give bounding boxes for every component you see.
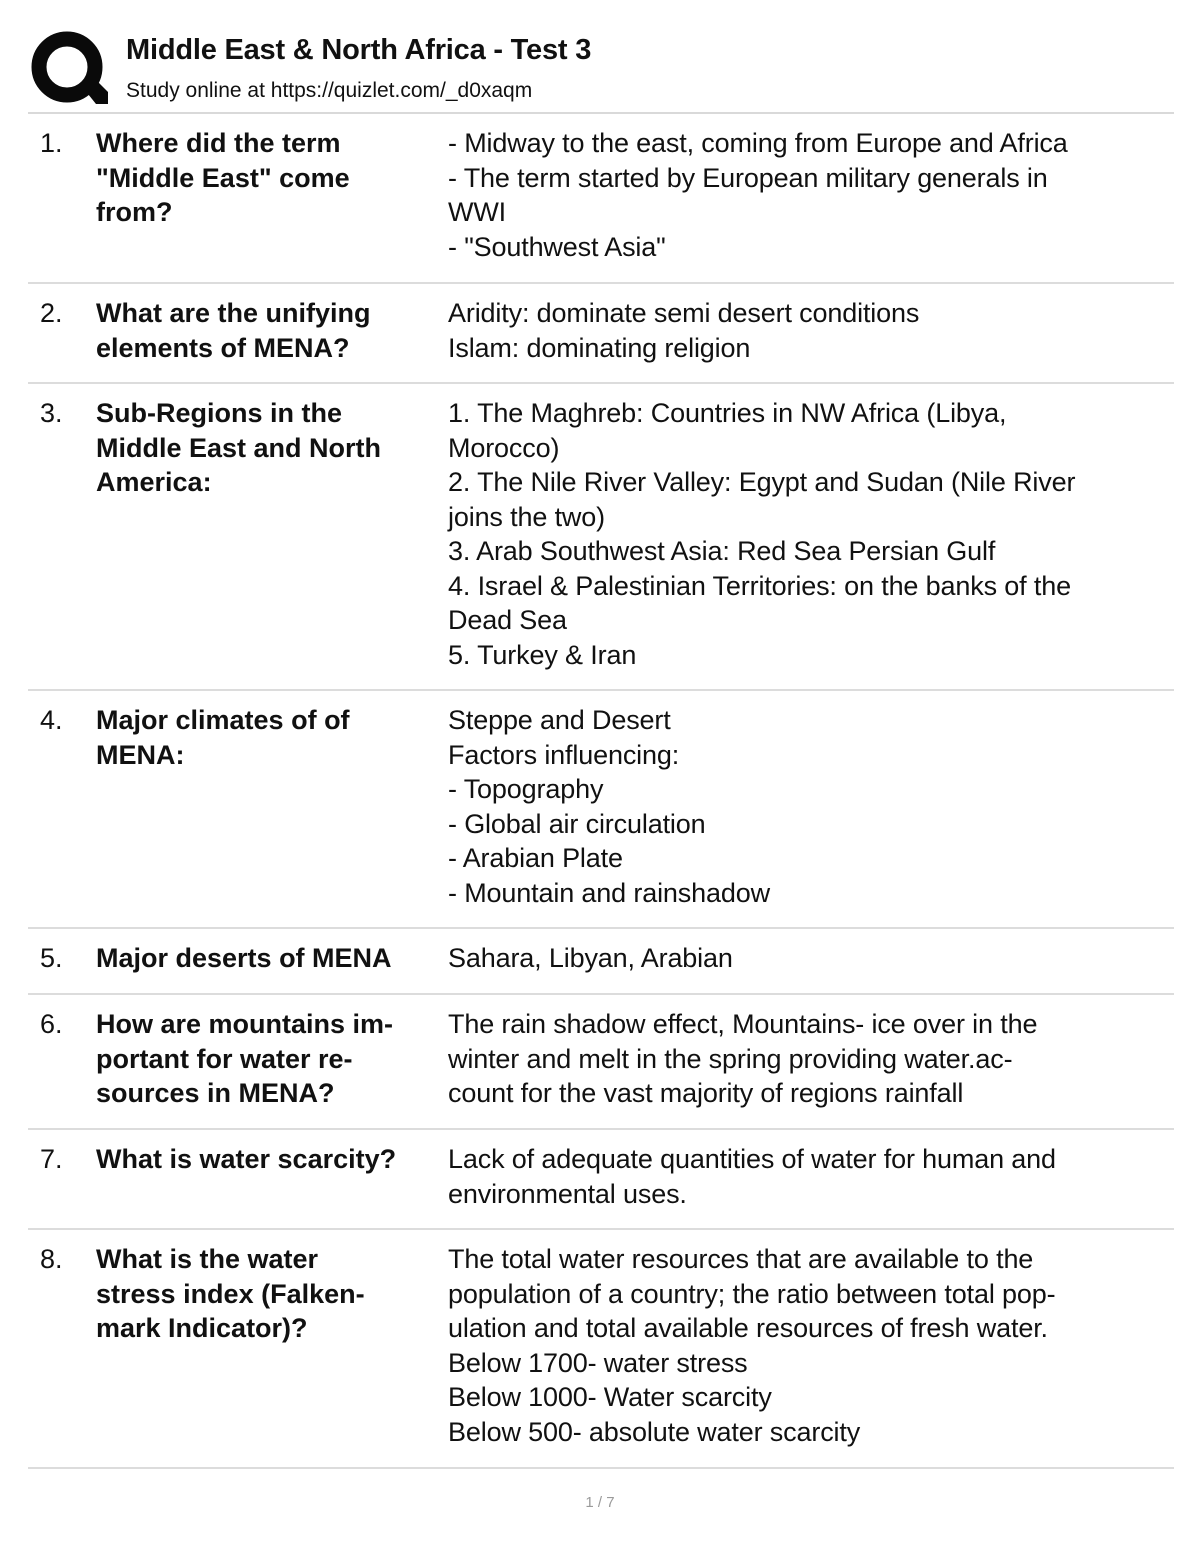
card-term: Major climates of of MENA: xyxy=(96,705,350,770)
card-definition: Aridity: dominate semi desert conditions Islam: dominating religion xyxy=(448,298,920,363)
card-term: What are the unifying elements of MENA? xyxy=(96,298,371,363)
card-term: Major deserts of MENA xyxy=(96,943,392,973)
document-title: Middle East & North Africa - Test 3 xyxy=(126,34,592,66)
card-term: What is water scarcity? xyxy=(96,1144,397,1174)
card-number: 6. xyxy=(40,1009,63,1039)
card-number: 3. xyxy=(40,398,63,428)
flashcard-row xyxy=(28,995,1174,1130)
flashcard-row xyxy=(28,114,1174,284)
card-number: 2. xyxy=(40,298,63,328)
card-definition: - Midway to the east, coming from Europe and Africa - The term started by European military generals in WWI - "Southwest Asia" xyxy=(448,128,1068,262)
card-term: How are mountains im- portant for water re- sources in MENA? xyxy=(96,1009,394,1108)
study-online-link[interactable]: Study online at https://quizlet.com/_d0xaqm xyxy=(126,79,533,102)
quizlet-logo-icon xyxy=(30,30,108,108)
page-indicator: 1 / 7 xyxy=(585,1494,615,1511)
card-number: 5. xyxy=(40,943,63,973)
card-number: 7. xyxy=(40,1144,63,1174)
page-header xyxy=(28,26,1174,112)
card-definition: Steppe and Desert Factors influencing: - Topography - Global air circulation - Arabian Plate - Mountain and rainshadow xyxy=(448,705,770,908)
card-term: What is the water stress index (Falken- mark Indicator)? xyxy=(96,1244,365,1343)
card-definition: Lack of adequate quantities of water for human and environmental uses. xyxy=(448,1144,1056,1209)
flashcard-row xyxy=(28,284,1174,384)
flashcard-row xyxy=(28,1230,1174,1469)
card-number: 1. xyxy=(40,128,63,158)
card-number: 8. xyxy=(40,1244,63,1274)
card-term: Where did the term "Middle East" come from? xyxy=(96,128,350,227)
card-definition: The total water resources that are available to the population of a country; the ratio between total pop- ulation and total available resources of fresh water. Below 1700- water stress Below 1000- Water scarcity Below 500- absolute water scarcity xyxy=(448,1244,1056,1447)
card-definition: 1. The Maghreb: Countries in NW Africa (Libya, Morocco) 2. The Nile River Valley: Egypt and Sudan (Nile River joins the two) 3. Arab Southwest Asia: Red Sea Persian Gulf 4. Israel & Palestinian Territories: on the banks of the Dead Sea 5. Turkey & Iran xyxy=(448,398,1076,670)
card-number: 4. xyxy=(40,705,63,735)
flashcard-row xyxy=(28,1130,1174,1230)
flashcard-row xyxy=(28,691,1174,929)
card-definition: The rain shadow effect, Mountains- ice over in the winter and melt in the spring providing water.ac- count for the vast majority of regions rainfall xyxy=(448,1009,1038,1108)
card-term: Sub-Regions in the Middle East and North America: xyxy=(96,398,382,497)
flashcard-row xyxy=(28,929,1174,995)
flashcard-row xyxy=(28,384,1174,691)
card-definition: Sahara, Libyan, Arabian xyxy=(448,943,733,973)
